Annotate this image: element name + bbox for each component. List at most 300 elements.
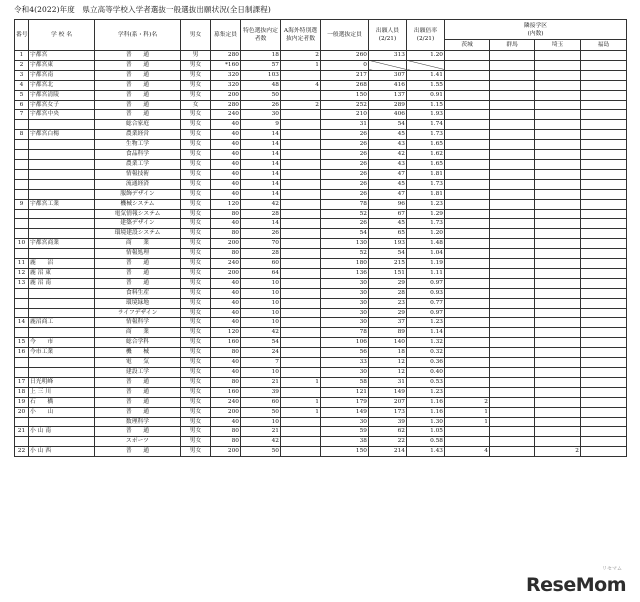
gender-cell: 男女	[181, 427, 211, 437]
table-row	[15, 437, 627, 447]
school-name-cell: 小 山 西	[29, 447, 95, 457]
capacity-cell: 80	[211, 209, 241, 219]
general-capacity-cell: 30	[321, 368, 369, 378]
table-row	[15, 377, 627, 387]
gender-cell: 男女	[181, 447, 211, 457]
school-name-cell	[29, 120, 95, 130]
table-row	[15, 209, 627, 219]
ratio-cell: 1.73	[407, 130, 445, 140]
border-saitama-cell	[535, 407, 581, 417]
gender-cell: 男女	[181, 437, 211, 447]
border-fukushima-cell	[581, 397, 627, 407]
ratio-cell: 1.20	[407, 229, 445, 239]
ratio-cell: 0.77	[407, 298, 445, 308]
row-no-cell: 2	[15, 60, 29, 70]
border-ibaraki-cell	[445, 298, 490, 308]
border-gunma-cell	[490, 120, 535, 130]
course-name-cell: 普 通	[95, 60, 181, 70]
table-row	[15, 368, 627, 378]
row-no-cell	[15, 298, 29, 308]
border-fukushima-cell	[581, 358, 627, 368]
gender-cell: 男女	[181, 387, 211, 397]
border-gunma-cell	[490, 348, 535, 358]
border-fukushima-cell	[581, 100, 627, 110]
row-no-cell: 1	[15, 51, 29, 61]
overseas-count-cell	[281, 209, 321, 219]
row-no-cell	[15, 229, 29, 239]
row-no-cell	[15, 368, 29, 378]
school-name-cell	[29, 288, 95, 298]
border-gunma-cell	[490, 259, 535, 269]
row-no-cell: 6	[15, 100, 29, 110]
row-no-cell: 12	[15, 268, 29, 278]
special-count-cell: 24	[241, 348, 281, 358]
border-saitama-cell	[535, 318, 581, 328]
special-count-cell: 50	[241, 447, 281, 457]
border-saitama-cell	[535, 219, 581, 229]
border-ibaraki-cell	[445, 159, 490, 169]
border-fukushima-cell	[581, 130, 627, 140]
border-fukushima-cell	[581, 377, 627, 387]
border-fukushima-cell	[581, 328, 627, 338]
ratio-cell: 1.55	[407, 80, 445, 90]
overseas-count-cell	[281, 268, 321, 278]
border-fukushima-cell	[581, 140, 627, 150]
border-fukushima-cell	[581, 51, 627, 61]
special-count-cell: 28	[241, 249, 281, 259]
course-name-cell: 普 通	[95, 407, 181, 417]
row-no-cell	[15, 169, 29, 179]
school-name-cell: 小 山 南	[29, 427, 95, 437]
general-capacity-cell: 130	[321, 239, 369, 249]
table-row	[15, 278, 627, 288]
general-capacity-cell: 210	[321, 110, 369, 120]
gender-cell: 男女	[181, 80, 211, 90]
overseas-count-cell	[281, 199, 321, 209]
table-row	[15, 80, 627, 90]
gender-cell: 男女	[181, 328, 211, 338]
border-ibaraki-cell	[445, 60, 490, 70]
overseas-count-cell	[281, 338, 321, 348]
overseas-count-cell	[281, 90, 321, 100]
applicants-cell: 207	[369, 397, 407, 407]
course-name-cell: 普 通	[95, 90, 181, 100]
overseas-count-cell	[281, 70, 321, 80]
general-capacity-cell: 217	[321, 70, 369, 80]
special-count-cell: 14	[241, 219, 281, 229]
table-row	[15, 179, 627, 189]
special-count-cell: 10	[241, 318, 281, 328]
applicants-cell: 313	[369, 51, 407, 61]
course-name-cell: スポーツ	[95, 437, 181, 447]
border-saitama-cell	[535, 368, 581, 378]
special-count-cell: 14	[241, 140, 281, 150]
overseas-count-cell	[281, 447, 321, 457]
border-fukushima-cell	[581, 437, 627, 447]
border-saitama-cell	[535, 100, 581, 110]
gender-cell: 男女	[181, 348, 211, 358]
overseas-count-cell	[281, 229, 321, 239]
capacity-cell: 160	[211, 387, 241, 397]
special-count-cell: 60	[241, 397, 281, 407]
row-no-cell: 8	[15, 130, 29, 140]
border-gunma-cell	[490, 308, 535, 318]
row-no-cell	[15, 308, 29, 318]
border-gunma-cell	[490, 298, 535, 308]
border-gunma-cell	[490, 437, 535, 447]
ratio-cell: 0.93	[407, 288, 445, 298]
general-capacity-cell: 59	[321, 427, 369, 437]
border-fukushima-cell	[581, 239, 627, 249]
school-name-cell: 上 三 川	[29, 387, 95, 397]
applicants-cell: 289	[369, 100, 407, 110]
applicants-cell: 307	[369, 70, 407, 80]
ratio-cell: 0.36	[407, 358, 445, 368]
special-count-cell: 14	[241, 150, 281, 160]
capacity-cell: 80	[211, 348, 241, 358]
table-row	[15, 259, 627, 269]
table-row	[15, 427, 627, 437]
course-name-cell: 建設工学	[95, 368, 181, 378]
school-name-cell	[29, 150, 95, 160]
ratio-cell: 1.74	[407, 120, 445, 130]
overseas-count-cell	[281, 120, 321, 130]
overseas-count-cell: 2	[281, 100, 321, 110]
header-border	[445, 20, 627, 40]
table-row	[15, 387, 627, 397]
special-count-cell: 21	[241, 377, 281, 387]
border-saitama-cell	[535, 159, 581, 169]
gender-cell: 男女	[181, 219, 211, 229]
table-row	[15, 298, 627, 308]
border-ibaraki-cell	[445, 199, 490, 209]
applicants-cell: 96	[369, 199, 407, 209]
special-count-cell: 42	[241, 199, 281, 209]
row-no-cell: 19	[15, 397, 29, 407]
row-no-cell: 3	[15, 70, 29, 80]
border-saitama-cell	[535, 90, 581, 100]
applicants-cell: 29	[369, 278, 407, 288]
course-name-cell: 情報科学	[95, 318, 181, 328]
border-gunma-cell	[490, 338, 535, 348]
row-no-cell: 4	[15, 80, 29, 90]
border-ibaraki-cell	[445, 100, 490, 110]
course-name-cell: 農業経営	[95, 130, 181, 140]
gender-cell: 男女	[181, 110, 211, 120]
capacity-cell: 40	[211, 189, 241, 199]
school-name-cell	[29, 209, 95, 219]
applicants-cell: 215	[369, 259, 407, 269]
border-ibaraki-cell	[445, 348, 490, 358]
border-gunma-cell	[490, 397, 535, 407]
general-capacity-cell: 26	[321, 140, 369, 150]
school-name-cell	[29, 169, 95, 179]
border-fukushima-cell	[581, 298, 627, 308]
row-no-cell: 11	[15, 259, 29, 269]
capacity-cell: 200	[211, 239, 241, 249]
overseas-count-cell	[281, 239, 321, 249]
gender-cell: 男女	[181, 318, 211, 328]
table-row	[15, 70, 627, 80]
gender-cell: 男女	[181, 308, 211, 318]
general-capacity-cell: 78	[321, 328, 369, 338]
header-fukushima: 福島	[581, 40, 627, 51]
table-row	[15, 447, 627, 457]
border-saitama-cell	[535, 120, 581, 130]
school-name-cell	[29, 189, 95, 199]
course-name-cell: 情報技術	[95, 169, 181, 179]
row-no-cell: 10	[15, 239, 29, 249]
general-capacity-cell: 26	[321, 179, 369, 189]
ratio-cell: 1.81	[407, 169, 445, 179]
table-row	[15, 417, 627, 427]
special-count-cell: 50	[241, 407, 281, 417]
gender-cell: 女	[181, 100, 211, 110]
special-count-cell: 70	[241, 239, 281, 249]
capacity-cell: 120	[211, 199, 241, 209]
overseas-count-cell	[281, 150, 321, 160]
special-count-cell: 14	[241, 130, 281, 140]
applicants-cell: 47	[369, 169, 407, 179]
border-saitama-cell	[535, 150, 581, 160]
border-ibaraki-cell	[445, 110, 490, 120]
border-fukushima-cell	[581, 259, 627, 269]
applicants-cell: 173	[369, 407, 407, 417]
applicants-cell: 37	[369, 318, 407, 328]
capacity-cell: 40	[211, 150, 241, 160]
border-saitama-cell	[535, 338, 581, 348]
course-name-cell: 普 通	[95, 387, 181, 397]
ratio-cell: 1.23	[407, 387, 445, 397]
applicants-cell: 137	[369, 90, 407, 100]
table-row	[15, 229, 627, 239]
school-name-cell: 宇都宮工業	[29, 199, 95, 209]
special-count-cell: 10	[241, 368, 281, 378]
course-name-cell: 普 通	[95, 447, 181, 457]
ratio-cell: 1.05	[407, 427, 445, 437]
border-gunma-cell	[490, 179, 535, 189]
ratio-cell: 1.19	[407, 259, 445, 269]
overseas-count-cell	[281, 368, 321, 378]
school-name-cell: 宇都宮白楊	[29, 130, 95, 140]
border-gunma-cell	[490, 209, 535, 219]
border-gunma-cell	[490, 427, 535, 437]
gender-cell: 男女	[181, 397, 211, 407]
general-capacity-cell: 179	[321, 397, 369, 407]
gender-cell: 男女	[181, 338, 211, 348]
row-no-cell	[15, 150, 29, 160]
overseas-count-cell	[281, 219, 321, 229]
general-capacity-cell: 56	[321, 348, 369, 358]
border-ibaraki-cell	[445, 308, 490, 318]
table-row	[15, 239, 627, 249]
page-title: 令和4(2022)年度 県立高等学校入学者選抜一般選抜出願状況(全日制課程)	[14, 5, 271, 14]
ratio-cell: 1.20	[407, 51, 445, 61]
border-ibaraki-cell	[445, 169, 490, 179]
school-name-cell	[29, 358, 95, 368]
border-saitama-cell	[535, 328, 581, 338]
capacity-cell: 40	[211, 169, 241, 179]
row-no-cell: 17	[15, 377, 29, 387]
gender-cell: 男女	[181, 189, 211, 199]
applicants-cell: 140	[369, 338, 407, 348]
school-name-cell	[29, 229, 95, 239]
border-fukushima-cell	[581, 348, 627, 358]
overseas-count-cell	[281, 318, 321, 328]
gender-cell: 男女	[181, 90, 211, 100]
ratio-cell: 0.40	[407, 368, 445, 378]
border-fukushima-cell	[581, 407, 627, 417]
border-saitama-cell	[535, 110, 581, 120]
applicants-cell: 23	[369, 298, 407, 308]
school-name-cell: 宇都宮北	[29, 80, 95, 90]
capacity-cell: 320	[211, 70, 241, 80]
applicants-cell: 193	[369, 239, 407, 249]
school-name-cell: 宇都宮南	[29, 70, 95, 80]
border-gunma-cell	[490, 417, 535, 427]
border-saitama-cell	[535, 169, 581, 179]
border-gunma-cell	[490, 130, 535, 140]
border-fukushima-cell	[581, 308, 627, 318]
border-fukushima-cell	[581, 387, 627, 397]
gender-cell: 男女	[181, 229, 211, 239]
capacity-cell: 40	[211, 140, 241, 150]
border-saitama-cell	[535, 308, 581, 318]
ratio-cell: 1.14	[407, 328, 445, 338]
row-no-cell	[15, 437, 29, 447]
table-row	[15, 318, 627, 328]
border-ibaraki-cell	[445, 427, 490, 437]
overseas-count-cell	[281, 437, 321, 447]
applicants-cell: 28	[369, 288, 407, 298]
border-ibaraki-cell	[445, 259, 490, 269]
table-row	[15, 397, 627, 407]
capacity-cell: 280	[211, 100, 241, 110]
overseas-count-cell: 1	[281, 397, 321, 407]
border-ibaraki-cell	[445, 120, 490, 130]
special-count-cell: 50	[241, 90, 281, 100]
course-name-cell: 情報処理	[95, 249, 181, 259]
border-saitama-cell	[535, 259, 581, 269]
row-no-cell	[15, 417, 29, 427]
applicants-cell: 214	[369, 447, 407, 457]
capacity-cell: 40	[211, 120, 241, 130]
capacity-cell: *160	[211, 60, 241, 70]
general-capacity-cell: 26	[321, 219, 369, 229]
ratio-cell: 1.73	[407, 219, 445, 229]
border-fukushima-cell	[581, 80, 627, 90]
applicants-cell: 54	[369, 249, 407, 259]
special-count-cell: 57	[241, 60, 281, 70]
table-row	[15, 328, 627, 338]
ratio-cell: 1.32	[407, 338, 445, 348]
table-row	[15, 100, 627, 110]
general-capacity-cell: 31	[321, 120, 369, 130]
school-name-cell	[29, 308, 95, 318]
ratio-cell: 1.65	[407, 159, 445, 169]
course-name-cell: 普 通	[95, 377, 181, 387]
table-row	[15, 407, 627, 417]
border-gunma-cell	[490, 377, 535, 387]
capacity-cell: 120	[211, 328, 241, 338]
border-fukushima-cell	[581, 70, 627, 80]
school-name-cell	[29, 159, 95, 169]
table-body	[15, 51, 627, 457]
row-no-cell: 15	[15, 338, 29, 348]
general-capacity-cell: 54	[321, 229, 369, 239]
border-fukushima-cell	[581, 150, 627, 160]
special-count-cell: 9	[241, 120, 281, 130]
school-name-cell: 宇都宮商業	[29, 239, 95, 249]
overseas-count-cell	[281, 249, 321, 259]
table-row	[15, 90, 627, 100]
row-no-cell	[15, 328, 29, 338]
border-gunma-cell	[490, 358, 535, 368]
ratio-cell: 1.81	[407, 189, 445, 199]
overseas-count-cell: 1	[281, 60, 321, 70]
special-count-cell: 39	[241, 387, 281, 397]
applicants-cell: 65	[369, 229, 407, 239]
general-capacity-cell: 150	[321, 90, 369, 100]
gender-cell: 男女	[181, 150, 211, 160]
course-name-cell: 普 通	[95, 278, 181, 288]
capacity-cell: 320	[211, 80, 241, 90]
border-saitama-cell	[535, 60, 581, 70]
border-ibaraki-cell	[445, 318, 490, 328]
border-saitama-cell	[535, 377, 581, 387]
capacity-cell: 40	[211, 318, 241, 328]
table-row	[15, 120, 627, 130]
special-count-cell: 18	[241, 51, 281, 61]
border-fukushima-cell	[581, 60, 627, 70]
border-fukushima-cell	[581, 229, 627, 239]
border-saitama-cell	[535, 358, 581, 368]
gender-cell: 男女	[181, 288, 211, 298]
school-name-cell: 小 山	[29, 407, 95, 417]
header-applicants: 出願人員(2/21)	[369, 20, 407, 51]
special-count-cell: 10	[241, 417, 281, 427]
gender-cell: 男女	[181, 130, 211, 140]
border-saitama-cell	[535, 140, 581, 150]
border-fukushima-cell	[581, 427, 627, 437]
general-capacity-cell: 30	[321, 288, 369, 298]
school-name-cell: 日光明峰	[29, 377, 95, 387]
school-name-cell: 鹿 沼 東	[29, 268, 95, 278]
capacity-cell: 280	[211, 51, 241, 61]
border-gunma-cell	[490, 80, 535, 90]
applicants-cell: 67	[369, 209, 407, 219]
ratio-cell: 0.32	[407, 348, 445, 358]
capacity-cell: 40	[211, 159, 241, 169]
row-no-cell	[15, 358, 29, 368]
border-gunma-cell	[490, 169, 535, 179]
border-gunma-cell	[490, 328, 535, 338]
gender-cell: 男女	[181, 368, 211, 378]
ratio-cell: 1.23	[407, 318, 445, 328]
applicants-cell: 45	[369, 219, 407, 229]
applicants-cell: 18	[369, 348, 407, 358]
special-count-cell: 21	[241, 427, 281, 437]
row-no-cell	[15, 179, 29, 189]
border-fukushima-cell	[581, 268, 627, 278]
course-name-cell: 普 通	[95, 70, 181, 80]
special-count-cell: 14	[241, 159, 281, 169]
applicants-cell: 43	[369, 159, 407, 169]
ratio-cell: 1.30	[407, 417, 445, 427]
border-ibaraki-cell	[445, 90, 490, 100]
gender-cell: 男女	[181, 60, 211, 70]
gender-cell: 男女	[181, 358, 211, 368]
